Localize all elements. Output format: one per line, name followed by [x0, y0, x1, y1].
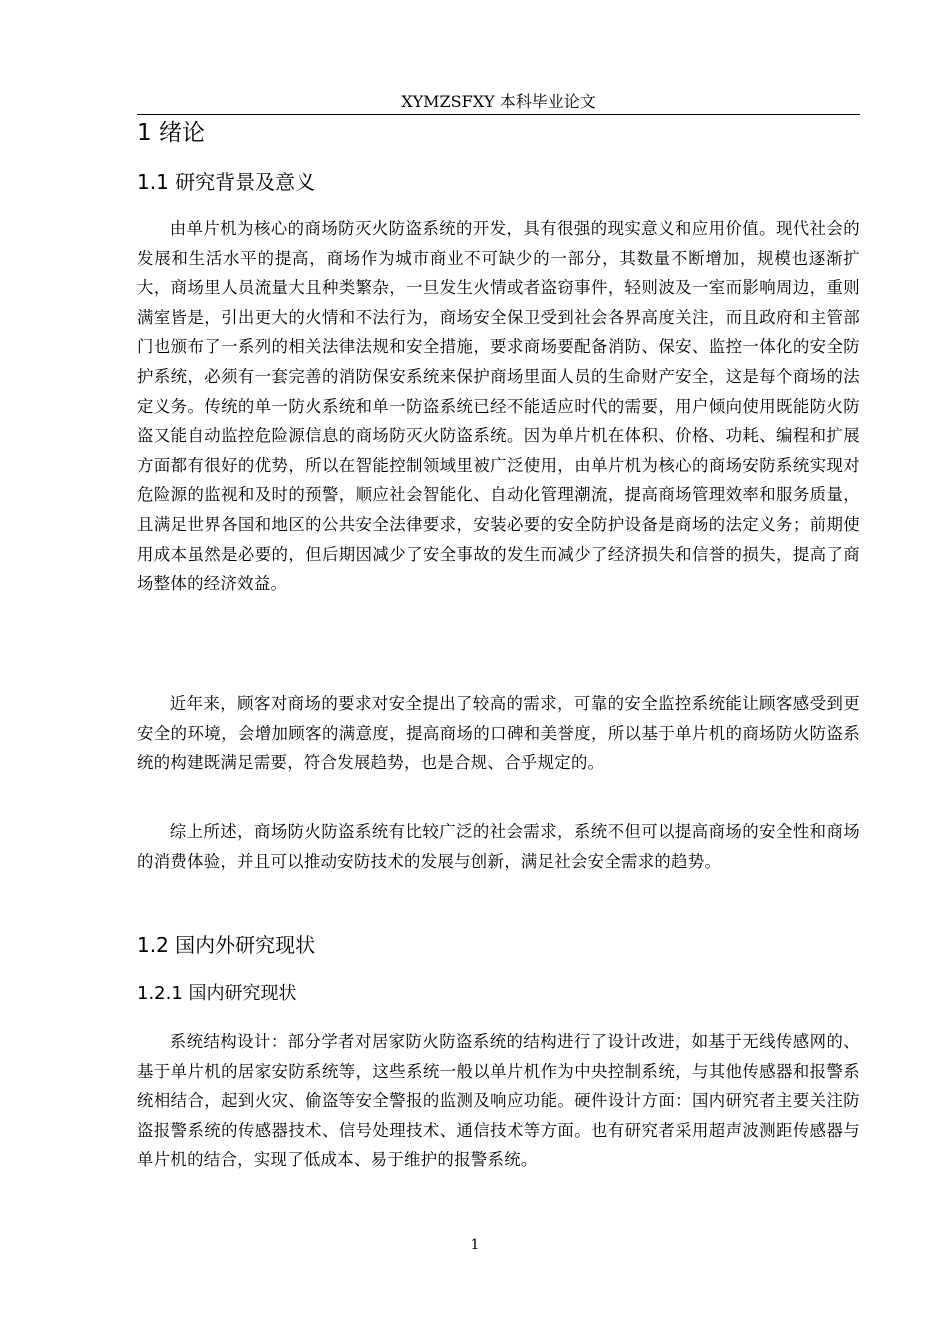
paragraph-2: 近年来，顾客对商场的要求对安全提出了较高的需求，可靠的安全监控系统能让顾客感受到更安全的环境，会增加顾客的满意度，提高商场的口碑和美誉度，所以基于单片机的商场防火防盗系统的构建既满足需要，符合发展趋势，也是合规、合乎规定的。 — [137, 694, 860, 773]
page-header: XYMZSFXY 本科毕业论文 — [401, 92, 596, 111]
paragraph-3: 综上所述，商场防火防盗系统有比较广泛的社会需求，系统不但可以提高商场的安全性和商场的消费体验，并且可以推动安防技术的发展与创新，满足社会安全需求的趋势。 — [137, 822, 860, 871]
subsection-title-1-2-1: 1.2.1 国内研究现状 — [137, 983, 297, 1004]
paragraph-4: 系统结构设计：部分学者对居家防火防盗系统的结构进行了设计改进，如基于无线传感网的、基于单片机的居家安防系统等，这些系统一般以单片机作为中央控制系统，与其他传感器和报警系统相结合，起到火灾、偷盗等安全警报的监测及响应功能。硬件设计方面：国内研究者主要关注防盗报警系统的传感器技术、信号处理技术、通信技术等方面。也有研究者采用超声波测距传感器与单片机的结合，实现了低成本、易于维护的报警系统。 — [137, 1032, 860, 1170]
chapter-title: 1 绪论 — [137, 120, 205, 146]
page-number: 1 — [470, 1237, 480, 1253]
section-title-1-2: 1.2 国内外研究现状 — [137, 933, 316, 957]
section-title-1-1: 1.1 研究背景及意义 — [137, 170, 316, 194]
header-divider — [137, 114, 860, 115]
paragraph-1: 由单片机为核心的商场防灭火防盗系统的开发，具有很强的现实意义和应用价值。现代社会的发展和生活水平的提高，商场作为城市商业不可缺少的一部分，其数量不断增加，规模也逐渐扩大，商场里人员流量大且种类繁杂，一旦发生火情或者盗窃事件，轻则波及一室而影响周边，重则满室皆是，引出更大的火情和不法行为，商场安全保卫受到社会各界高度关注，而且政府和主管部门也颁布了一系列的相关法律法规和安全措施，要求商场要配备消防、保安、监控一体化的安全防护系统，必须有一套完善的消防保安系统来保护商场里面人员的生命财产安全，这是每个商场的法定义务。传统的单一防火系统和单一防盗系统已经不能适应时代的需要，用户倾向使用既能防火防盗又能自动监控危险源信息的商场防灭火防盗系统。因为单片机在体积、价格、功耗、编程和扩展方面都有很好的优势，所以在智能控制领域里被广泛使用，由单片机为核心的商场安防系统实现对危险源的监视和及时的预警，顺应社会智能化、自动化管理潮流，提高商场管理效率和服务质量，且满足世界各国和地区的公共安全法律要求，安装必要的安全防护设备是商场的法定义务；前期使用成本虽然是必要的，但后期因减少了安全事故的发生而减少了经济损失和信誉的损失，提高了商场整体的经济效益。 — [137, 219, 860, 594]
